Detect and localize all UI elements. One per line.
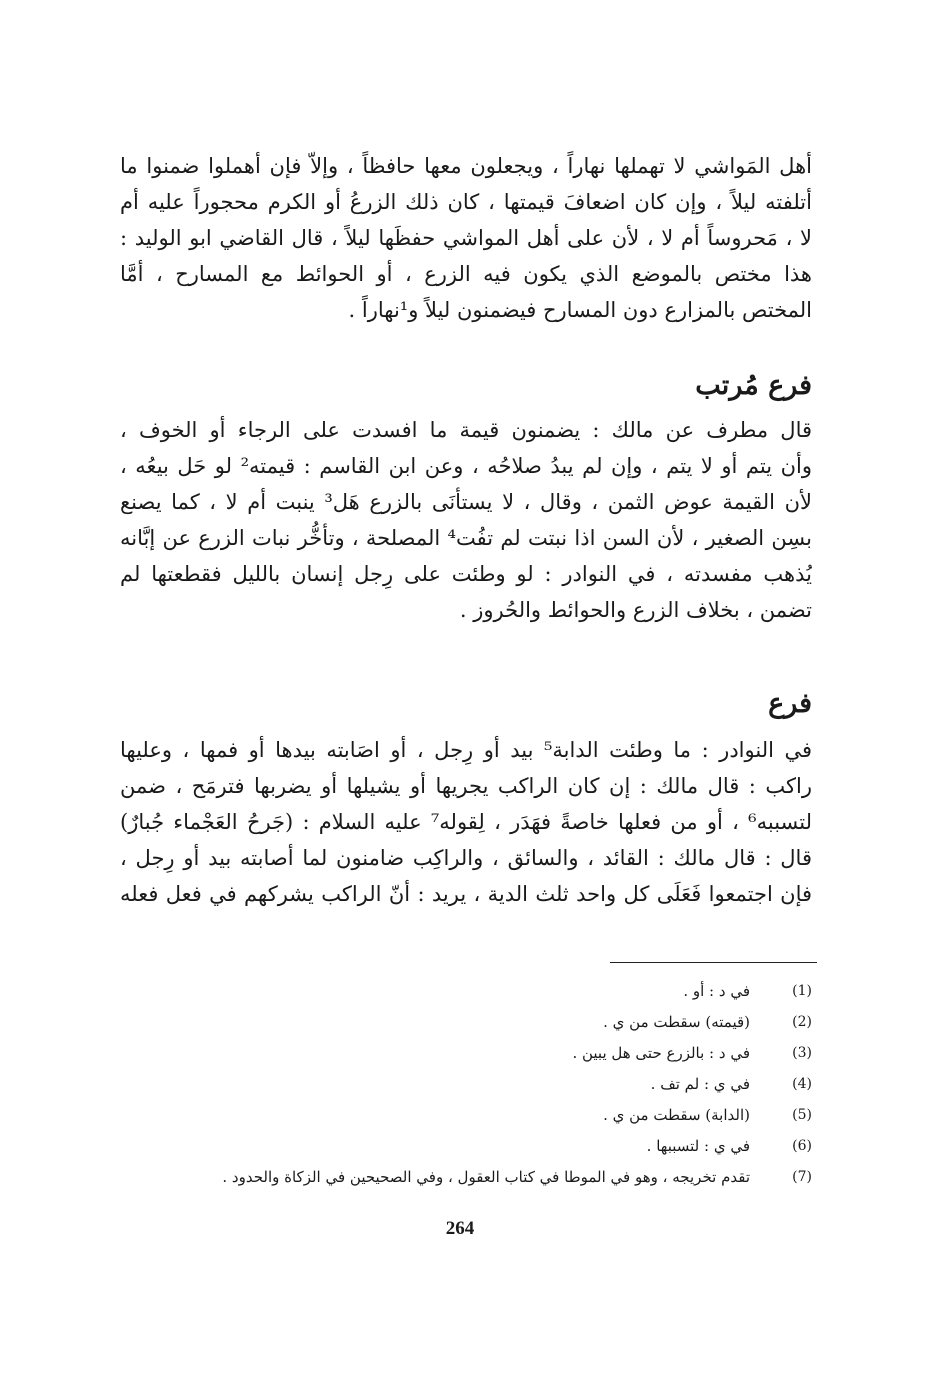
footnote-number: (7) <box>792 1169 812 1185</box>
paragraph-line: وأن يتم أو لا يتم ، وإن لم يبدُ صلاحُه ، وعن ابن القاسم : قيمته² لو حَل بيعُه ، <box>120 454 812 478</box>
footnote-text: في ي : لم تف . <box>650 1075 750 1093</box>
paragraph-2 <box>120 412 812 628</box>
section-heading-2: فرع <box>768 688 812 719</box>
footnote-item <box>120 1069 812 1100</box>
paragraph-3 <box>120 732 812 912</box>
footnote-number: (1) <box>792 983 812 999</box>
page-number: 264 <box>445 1218 475 1239</box>
footnote-item <box>120 976 812 1007</box>
paragraph-line: المختص بالمزارع دون المسارح فيضمنون ليلاً و¹نهاراً . <box>348 298 812 322</box>
footnote-text: (قيمته) سقطت من ي . <box>603 1013 750 1031</box>
footnote-divider <box>610 962 817 963</box>
footnote-number: (6) <box>792 1138 812 1154</box>
paragraph-line: بسِن الصغير ، لأن السن اذا نبتت لم تفُت⁴ المصلحة ، وتأخُّر نبات الزرع عن إبَّانه <box>120 526 812 550</box>
footnote-text: في ي : لتسببها . <box>646 1137 750 1155</box>
footnote-item <box>120 1007 812 1038</box>
paragraph-line: أهل المَواشي لا تهملها نهاراً ، ويجعلون معها حافظاً ، وإلاّ فإن أهملوا ضمنوا ما <box>120 154 812 178</box>
footnote-text: في د : بالزرع حتى هل يبين . <box>572 1044 750 1062</box>
paragraph-line: أتلفته ليلاً ، وإن كان اضعافَ قيمتها ، كان ذلك الزرعُ أو الكرم محجوراً عليه أم <box>120 190 812 214</box>
footnotes <box>120 976 812 1193</box>
paragraph-line: لتسببه⁶ ، أو من فعلها خاصةً فهَدَر ، لِقوله⁷ عليه السلام : (جَرحُ العَجْماء جُبارٌ) <box>120 810 812 834</box>
paragraph-line: تضمن ، بخلاف الزرع والحوائط والحُروز . <box>459 598 812 622</box>
paragraph-line: راكب : قال مالك : إن كان الراكب يجريها أو يشيلها أو يضربها فترمَح ، ضمن <box>120 774 812 798</box>
paragraph-line: قال : قال مالك : القائد ، والسائق ، والراكِب ضامنون لما أصابته بيد أو رِجل ، <box>120 846 812 870</box>
paragraph-line: لأن القيمة عوض الثمن ، وقال ، لا يستأنَى بالزرع هَل³ ينبت أم لا ، كما يصنع <box>120 490 812 514</box>
footnote-item <box>120 1162 812 1193</box>
section-heading-1: فرع مُرتب <box>695 370 812 401</box>
footnote-item <box>120 1100 812 1131</box>
footnote-item <box>120 1038 812 1069</box>
paragraph-line: يُذهب مفسدته ، في النوادر : لو وطئت على رِجل إنسان بالليل فقطعتها لم <box>120 562 812 586</box>
footnote-text: تقدم تخريجه ، وهو في الموطا في كتاب العقول ، وفي الصحيحين في الزكاة والحدود . <box>222 1168 750 1186</box>
footnote-item <box>120 1131 812 1162</box>
paragraph-line: فإن اجتمعوا فَعَلَى كل واحد ثلث الدية ، يريد : أنّ الراكب يشركهم في فعل فعله <box>120 882 812 906</box>
footnote-number: (2) <box>792 1014 812 1030</box>
paragraph-line: في النوادر : ما وطئت الدابة⁵ بيد أو رِجل ، أو اصَابته بيدها أو فمها ، وعليها <box>120 738 812 762</box>
paragraph-line: لا ، مَحروساً أم لا ، لأن على أهل المواشي حفظَها ليلاً ، قال القاضي ابو الوليد : <box>120 226 812 250</box>
footnote-text: (الدابة) سقطت من ي . <box>603 1106 750 1124</box>
footnote-text: في د : أو . <box>683 982 750 1000</box>
paragraph-1 <box>120 148 812 328</box>
paragraph-line: هذا مختص بالموضع الذي يكون فيه الزرع ، أو الحوائط مع المسارح ، أمَّا <box>120 262 812 286</box>
footnote-number: (3) <box>792 1045 812 1061</box>
paragraph-line: قال مطرف عن مالك : يضمنون قيمة ما افسدت على الرجاء أو الخوف ، <box>120 418 812 442</box>
footnote-number: (4) <box>792 1076 812 1092</box>
footnote-number: (5) <box>792 1107 812 1123</box>
